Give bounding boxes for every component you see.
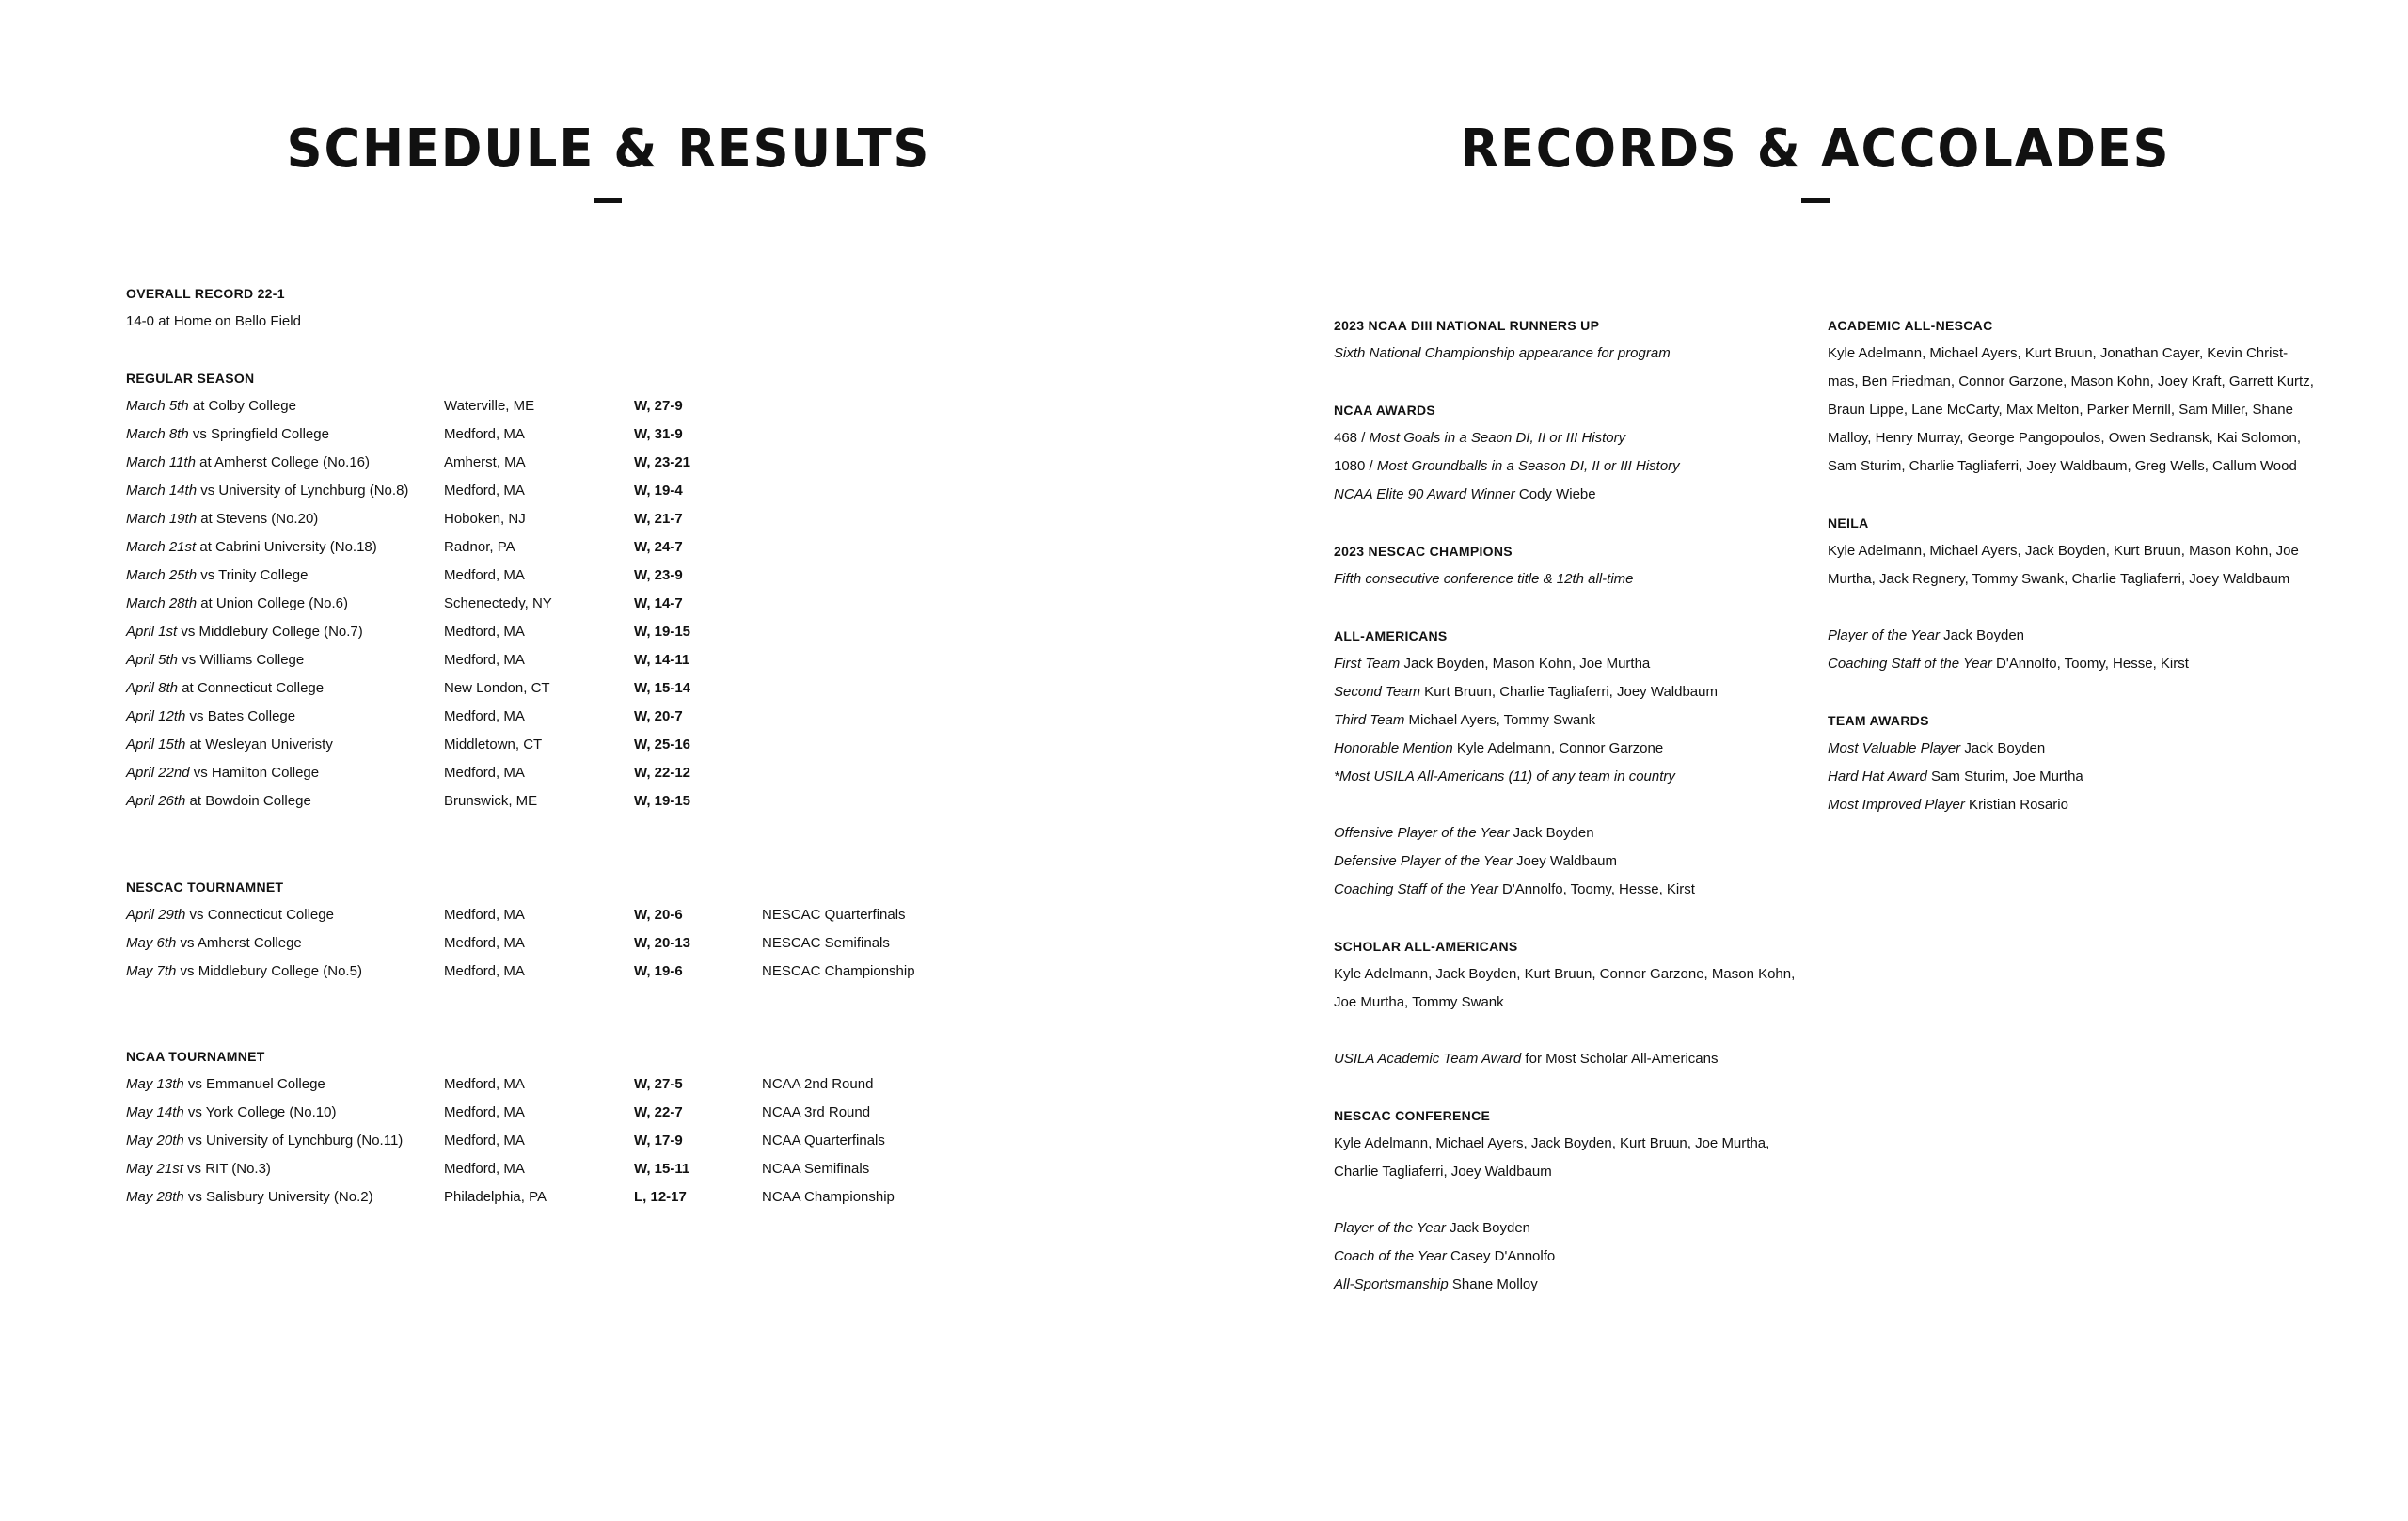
- award-title: NCAA Elite 90 Award Winner: [1334, 486, 1515, 502]
- ncaa-awards-heading: NCAA AWARDS: [1334, 403, 1436, 418]
- game-result: W, 22-7: [634, 1104, 683, 1120]
- neila-award-line: [1828, 655, 2189, 673]
- scholar-names-line: Joe Murtha, Tommy Swank: [1334, 994, 1504, 1010]
- award-title: Hard Hat Award: [1828, 768, 1927, 784]
- nescac-conference-names-line: Charlie Tagliaferri, Joey Waldbaum: [1334, 1164, 1552, 1180]
- award-title: Offensive Player of the Year: [1334, 825, 1510, 841]
- game-opponent: vs Bates College: [185, 708, 296, 724]
- award-recipients: Kurt Bruun, Charlie Tagliaferri, Joey Waldbaum: [1420, 684, 1718, 700]
- game-result: W, 14-7: [634, 595, 683, 611]
- game-location: Hoboken, NJ: [444, 511, 526, 527]
- team-award-line: [1828, 739, 2045, 758]
- scholar-names-line: Kyle Adelmann, Jack Boyden, Kurt Bruun, Connor Garzone, Mason Kohn,: [1334, 966, 1796, 982]
- game-location: Amherst, MA: [444, 454, 526, 470]
- game-matchup: [126, 962, 362, 981]
- award-title: Second Team: [1334, 684, 1421, 700]
- home-record-note: 14-0 at Home on Bello Field: [126, 313, 301, 329]
- game-round: NCAA 2nd Round: [762, 1076, 874, 1092]
- academic-names-line: Sam Sturim, Charlie Tagliaferri, Joey Waldbaum, Greg Wells, Callum Wood: [1828, 458, 2297, 474]
- game-date: March 19th: [126, 511, 198, 527]
- game-date: May 7th: [126, 963, 177, 979]
- game-location: Waterville, ME: [444, 398, 535, 414]
- game-location: Medford, MA: [444, 1076, 525, 1092]
- game-location: Medford, MA: [444, 765, 525, 781]
- game-matchup: [126, 538, 377, 557]
- game-date: April 8th: [126, 680, 179, 696]
- game-matchup: [126, 397, 296, 416]
- award-title: Most Improved Player: [1828, 797, 1965, 813]
- game-matchup: [126, 566, 308, 585]
- game-location: Brunswick, ME: [444, 793, 538, 809]
- game-result: W, 20-6: [634, 907, 683, 923]
- champions-line: [1334, 570, 1634, 589]
- nescac-award-line: [1334, 1219, 1530, 1238]
- game-date: May 14th: [126, 1104, 184, 1120]
- game-matchup: [126, 1103, 336, 1122]
- award-recipients: Casey D'Annolfo: [1446, 1248, 1556, 1264]
- game-location: Medford, MA: [444, 708, 525, 724]
- game-opponent: vs York College (No.10): [183, 1104, 337, 1120]
- scholar-all-americans-heading: SCHOLAR ALL-AMERICANS: [1334, 939, 1518, 954]
- neila-names-line: Murtha, Jack Regnery, Tommy Swank, Charlie Tagliaferri, Joey Waldbaum: [1828, 571, 2290, 587]
- game-opponent: at Wesleyan Univeristy: [185, 737, 333, 753]
- nescac-champions-heading: 2023 NESCAC CHAMPIONS: [1334, 544, 1513, 559]
- game-matchup: [126, 906, 334, 925]
- game-matchup: [126, 453, 370, 472]
- usila-team-award-line: [1334, 1050, 1719, 1069]
- award-title: All-Sportsmanship: [1334, 1276, 1449, 1292]
- game-date: March 5th: [126, 398, 189, 414]
- schedule-title: SCHEDULE & RESULTS: [286, 119, 931, 180]
- game-result: W, 19-15: [634, 793, 691, 809]
- award-recipients: Sam Sturim, Joe Murtha: [1926, 768, 2083, 784]
- game-matchup: [126, 1160, 271, 1179]
- academic-names-line: Braun Lippe, Lane McCarty, Max Melton, Parker Merrill, Sam Miller, Shane: [1828, 402, 2293, 418]
- game-opponent: vs RIT (No.3): [182, 1161, 271, 1177]
- game-matchup: [126, 934, 302, 953]
- game-result: W, 15-14: [634, 680, 691, 696]
- award-recipients: Jack Boyden: [1509, 825, 1594, 841]
- game-round: NESCAC Quarterfinals: [762, 907, 906, 923]
- game-round: NCAA 3rd Round: [762, 1104, 871, 1120]
- runners-up-heading: 2023 NCAA DIII NATIONAL RUNNERS UP: [1334, 318, 1600, 333]
- award-recipients: Kristian Rosario: [1964, 797, 2068, 813]
- overall-record-heading: OVERALL RECORD 22-1: [126, 286, 285, 301]
- award-recipients: D'Annolfo, Toomy, Hesse, Kirst: [1497, 881, 1695, 897]
- game-opponent: vs Williams College: [178, 652, 305, 668]
- game-location: Medford, MA: [444, 1133, 525, 1149]
- game-opponent: vs Trinity College: [197, 567, 309, 583]
- game-round: NESCAC Semifinals: [762, 935, 890, 951]
- game-matchup: [126, 623, 363, 642]
- game-result: W, 17-9: [634, 1133, 683, 1149]
- game-opponent: vs Springfield College: [188, 426, 329, 442]
- game-opponent: vs Amherst College: [176, 935, 302, 951]
- game-result: W, 15-11: [634, 1161, 690, 1177]
- game-result: L, 12-17: [634, 1189, 687, 1205]
- champions-note: Fifth consecutive conference title & 12th all-time: [1334, 571, 1634, 587]
- game-matchup: [126, 594, 348, 613]
- award-recipients: for Most Scholar All-Americans: [1521, 1051, 1719, 1067]
- nescac-conference-heading: NESCAC CONFERENCE: [1334, 1108, 1491, 1123]
- game-matchup: [126, 1075, 325, 1094]
- game-result: W, 27-5: [634, 1076, 683, 1092]
- award-stat: 1080 /: [1334, 458, 1377, 474]
- award-recipients: Jack Boyden, Mason Kohn, Joe Murtha: [1400, 656, 1651, 672]
- game-opponent: vs Hamilton College: [189, 765, 320, 781]
- usila-award-line: [1334, 824, 1594, 843]
- ncaa-award-line: [1334, 485, 1596, 504]
- award-recipients: Jack Boyden: [1939, 627, 2025, 643]
- game-date: March 21st: [126, 539, 197, 555]
- game-opponent: vs Salisbury University (No.2): [183, 1189, 373, 1205]
- ncaa-tournament-heading: NCAA TOURNAMNET: [126, 1049, 265, 1064]
- game-opponent: vs Connecticut College: [185, 907, 334, 923]
- game-matchup: [126, 510, 318, 529]
- game-matchup: [126, 679, 324, 698]
- award-recipients: D'Annolfo, Toomy, Hesse, Kirst: [1991, 656, 2189, 672]
- game-result: W, 19-6: [634, 963, 683, 979]
- game-result: W, 19-15: [634, 624, 691, 640]
- award-title: USILA Academic Team Award: [1334, 1051, 1522, 1067]
- neila-heading: NEILA: [1828, 515, 1869, 531]
- game-location: Medford, MA: [444, 963, 525, 979]
- game-location: Philadelphia, PA: [444, 1189, 547, 1205]
- runners-up-line: [1334, 344, 1671, 363]
- award-recipients: Jack Boyden: [1960, 740, 2046, 756]
- game-date: April 29th: [126, 907, 186, 923]
- game-date: March 8th: [126, 426, 189, 442]
- all-american-line: [1334, 711, 1595, 730]
- academic-names-line: mas, Ben Friedman, Connor Garzone, Mason Kohn, Joey Kraft, Garrett Kurtz,: [1828, 373, 2314, 389]
- records-title: RECORDS & ACCOLADES: [1460, 119, 2171, 180]
- award-title: Third Team: [1334, 712, 1405, 728]
- game-round: NCAA Quarterfinals: [762, 1133, 885, 1149]
- game-result: W, 31-9: [634, 426, 683, 442]
- game-date: April 5th: [126, 652, 179, 668]
- award-recipients: Kyle Adelmann, Connor Garzone: [1452, 740, 1664, 756]
- award-title: Player of the Year: [1828, 627, 1940, 643]
- game-date: March 14th: [126, 483, 198, 499]
- game-date: May 21st: [126, 1161, 183, 1177]
- game-opponent: at Colby College: [188, 398, 296, 414]
- game-location: Medford, MA: [444, 426, 525, 442]
- game-matchup: [126, 651, 304, 670]
- nescac-award-line: [1334, 1275, 1538, 1294]
- game-location: Medford, MA: [444, 652, 525, 668]
- game-location: Middletown, CT: [444, 737, 543, 753]
- award-stat: 468 /: [1334, 430, 1370, 446]
- game-round: NCAA Semifinals: [762, 1161, 870, 1177]
- academic-all-nescac-heading: ACADEMIC ALL-NESCAC: [1828, 318, 1993, 333]
- award-title: First Team: [1334, 656, 1401, 672]
- game-date: March 25th: [126, 567, 198, 583]
- usila-award-line: [1334, 880, 1695, 899]
- game-opponent: at Cabrini University (No.18): [196, 539, 377, 555]
- game-date: April 12th: [126, 708, 186, 724]
- all-american-line: [1334, 739, 1663, 758]
- award-recipients: Joey Waldbaum: [1512, 853, 1618, 869]
- game-matchup: [126, 1132, 403, 1150]
- game-matchup: [126, 764, 319, 783]
- game-opponent: at Bowdoin College: [185, 793, 311, 809]
- all-american-line: [1334, 768, 1675, 786]
- game-location: Radnor, PA: [444, 539, 515, 555]
- game-matchup: [126, 425, 329, 444]
- game-opponent: at Connecticut College: [178, 680, 325, 696]
- game-opponent: vs Emmanuel College: [183, 1076, 325, 1092]
- award-title: Coach of the Year: [1334, 1248, 1447, 1264]
- ncaa-award-line: [1334, 429, 1625, 448]
- game-result: W, 20-7: [634, 708, 683, 724]
- usila-award-line: [1334, 852, 1617, 871]
- game-round: NCAA Championship: [762, 1189, 895, 1205]
- game-date: April 22nd: [126, 765, 190, 781]
- runners-up-note: Sixth National Championship appearance for program: [1334, 345, 1671, 361]
- game-matchup: [126, 482, 408, 500]
- nescac-tournament-heading: NESCAC TOURNAMNET: [126, 879, 284, 895]
- award-recipients: Jack Boyden: [1445, 1220, 1531, 1236]
- game-opponent: at Stevens (No.20): [197, 511, 319, 527]
- all-americans-heading: ALL-AMERICANS: [1334, 628, 1448, 643]
- award-title: *Most USILA All-Americans (11) of any team in country: [1334, 768, 1675, 784]
- game-date: April 26th: [126, 793, 186, 809]
- game-result: W, 24-7: [634, 539, 683, 555]
- game-round: NESCAC Championship: [762, 963, 915, 979]
- game-result: W, 27-9: [634, 398, 683, 414]
- game-matchup: [126, 736, 333, 754]
- ncaa-award-line: [1334, 457, 1680, 476]
- award-recipients: Michael Ayers, Tommy Swank: [1404, 712, 1596, 728]
- game-date: April 1st: [126, 624, 178, 640]
- award-title: Honorable Mention: [1334, 740, 1453, 756]
- game-opponent: at Union College (No.6): [197, 595, 348, 611]
- game-date: April 15th: [126, 737, 186, 753]
- schedule-title-underline: [594, 198, 622, 203]
- game-matchup: [126, 792, 311, 811]
- award-title: Coaching Staff of the Year: [1334, 881, 1498, 897]
- neila-award-line: [1828, 626, 2024, 645]
- team-award-line: [1828, 796, 2068, 815]
- game-result: W, 20-13: [634, 935, 691, 951]
- game-date: May 13th: [126, 1076, 184, 1092]
- game-location: Medford, MA: [444, 624, 525, 640]
- game-result: W, 23-21: [634, 454, 691, 470]
- game-result: W, 14-11: [634, 652, 690, 668]
- award-title: Most Groundballs in a Season DI, II or III History: [1376, 458, 1680, 474]
- game-result: W, 19-4: [634, 483, 683, 499]
- regular-season-heading: REGULAR SEASON: [126, 371, 255, 386]
- game-matchup: [126, 1188, 373, 1207]
- award-title: Coaching Staff of the Year: [1828, 656, 1992, 672]
- award-recipients: Shane Molloy: [1448, 1276, 1538, 1292]
- game-matchup: [126, 707, 295, 726]
- game-date: March 28th: [126, 595, 198, 611]
- team-award-line: [1828, 768, 2083, 786]
- nescac-award-line: [1334, 1247, 1555, 1266]
- academic-names-line: Malloy, Henry Murray, George Pangopoulos, Owen Sedransk, Kai Solomon,: [1828, 430, 2302, 446]
- all-american-line: [1334, 683, 1718, 702]
- award-recipient: Cody Wiebe: [1514, 486, 1596, 502]
- award-title: Player of the Year: [1334, 1220, 1446, 1236]
- game-location: New London, CT: [444, 680, 550, 696]
- game-opponent: vs University of Lynchburg (No.11): [183, 1133, 404, 1149]
- game-location: Medford, MA: [444, 1161, 525, 1177]
- all-american-line: [1334, 655, 1650, 673]
- game-opponent: vs Middlebury College (No.7): [177, 624, 363, 640]
- team-awards-heading: TEAM AWARDS: [1828, 713, 1929, 728]
- game-result: W, 23-9: [634, 567, 683, 583]
- game-date: May 28th: [126, 1189, 184, 1205]
- game-date: March 11th: [126, 454, 196, 470]
- neila-names-line: Kyle Adelmann, Michael Ayers, Jack Boyden, Kurt Bruun, Mason Kohn, Joe: [1828, 543, 2299, 559]
- game-date: May 20th: [126, 1133, 184, 1149]
- game-opponent: vs University of Lynchburg (No.8): [197, 483, 409, 499]
- game-result: W, 25-16: [634, 737, 691, 753]
- game-location: Medford, MA: [444, 935, 525, 951]
- game-location: Medford, MA: [444, 567, 525, 583]
- game-location: Medford, MA: [444, 907, 525, 923]
- award-title: Defensive Player of the Year: [1334, 853, 1513, 869]
- game-date: May 6th: [126, 935, 177, 951]
- game-opponent: vs Middlebury College (No.5): [176, 963, 362, 979]
- award-title: Most Valuable Player: [1828, 740, 1961, 756]
- game-location: Medford, MA: [444, 1104, 525, 1120]
- game-opponent: at Amherst College (No.16): [195, 454, 371, 470]
- game-result: W, 21-7: [634, 511, 683, 527]
- academic-names-line: Kyle Adelmann, Michael Ayers, Kurt Bruun, Jonathan Cayer, Kevin Christ-: [1828, 345, 2289, 361]
- award-title: Most Goals in a Seaon DI, II or III History: [1369, 430, 1626, 446]
- game-location: Schenectedy, NY: [444, 595, 552, 611]
- records-title-underline: [1801, 198, 1830, 203]
- game-result: W, 22-12: [634, 765, 691, 781]
- nescac-conference-names-line: Kyle Adelmann, Michael Ayers, Jack Boyden, Kurt Bruun, Joe Murtha,: [1334, 1135, 1770, 1151]
- game-location: Medford, MA: [444, 483, 525, 499]
